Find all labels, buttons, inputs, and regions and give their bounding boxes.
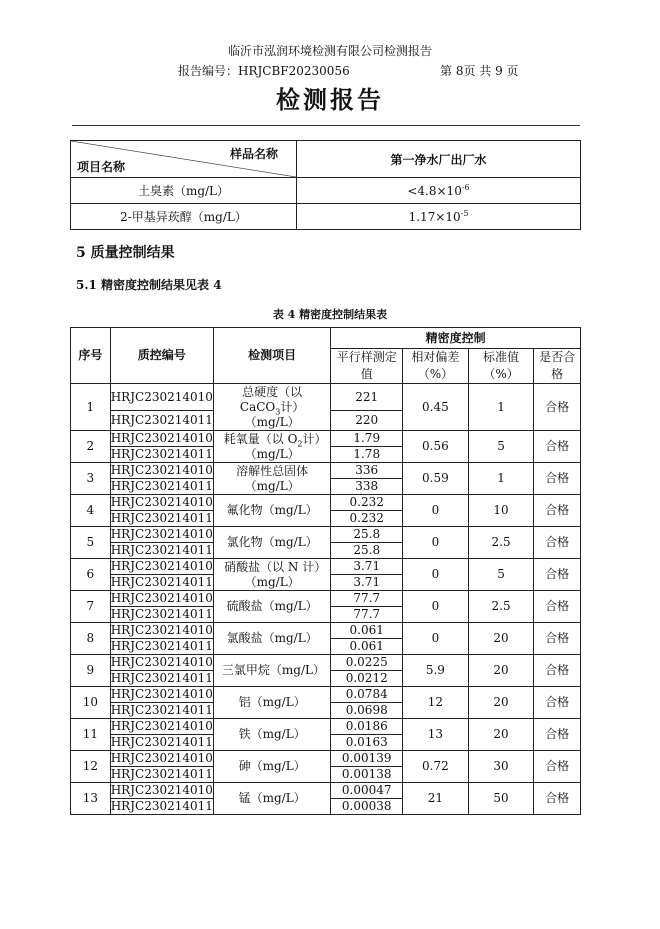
relative-deviation: 0.59: [403, 463, 469, 495]
page-info: 第 8页 共 9 页: [440, 64, 519, 78]
standard-value: 20: [468, 655, 534, 687]
qc-id: HRJC230214011: [110, 411, 213, 431]
row-seq: 12: [71, 751, 111, 783]
row-seq: 13: [71, 783, 111, 815]
parallel-value: 0.00138: [331, 767, 403, 783]
table-row: [71, 431, 581, 447]
qc-id: HRJC230214010: [110, 559, 213, 573]
table-row: [71, 719, 581, 735]
qc-id: HRJC230214010: [110, 384, 213, 411]
title-divider: [72, 125, 580, 126]
standard-value: 5: [468, 559, 534, 591]
header-item: 检测项目: [213, 328, 330, 384]
qc-id: HRJC230214010: [110, 623, 213, 637]
qc-id: HRJC230214011: [110, 543, 213, 557]
table-row: [71, 655, 581, 671]
test-item: 铝（mg/L）: [213, 687, 330, 719]
result-item: 土臭素（mg/L）: [71, 178, 297, 204]
pass-status: 合格: [534, 495, 581, 527]
result-item: 2-甲基异莰醇（mg/L）: [71, 204, 297, 230]
test-item: 砷（mg/L）: [213, 751, 330, 783]
test-item: 溶解性总固体（mg/L）: [213, 463, 330, 495]
qc-id: HRJC230214010: [110, 719, 213, 733]
relative-deviation: 0.45: [403, 384, 469, 431]
pass-status: 合格: [534, 463, 581, 495]
parallel-value: 336: [331, 463, 403, 479]
row-seq: 11: [71, 719, 111, 751]
standard-value: 5: [468, 431, 534, 463]
row-seq: 6: [71, 559, 111, 591]
result-value: $1.17\times 10^{-5}$: [297, 204, 581, 230]
row-seq: 1: [71, 384, 111, 431]
qc-id: HRJC230214010: [110, 463, 213, 477]
table-row: [71, 751, 581, 767]
standard-value: 20: [468, 623, 534, 655]
table-caption: 表 4 精密度控制结果表: [272, 308, 388, 321]
standard-value: 2.5: [468, 591, 534, 623]
subsection-heading: 5.1 精密度控制结果见表 4: [76, 278, 222, 292]
table-row: [71, 463, 581, 479]
test-item: 氟化物（mg/L）: [213, 495, 330, 527]
row-seq: 5: [71, 527, 111, 559]
standard-value: 1: [468, 384, 534, 431]
row-seq: 7: [71, 591, 111, 623]
parallel-value: 0.0698: [331, 703, 403, 719]
table-row: [71, 559, 581, 575]
standard-value: 30: [468, 751, 534, 783]
header-seq: 序号: [71, 328, 111, 384]
pass-status: 合格: [534, 559, 581, 591]
parallel-value: 3.71: [331, 559, 403, 575]
qc-id: HRJC230214010: [110, 751, 213, 765]
relative-deviation: 5.9: [403, 655, 469, 687]
diagonal-header-cell: [71, 141, 297, 178]
pass-status: 合格: [534, 655, 581, 687]
pass-status: 合格: [534, 687, 581, 719]
parallel-value: 3.71: [331, 575, 403, 591]
standard-value: 20: [468, 719, 534, 751]
pass-status: 合格: [534, 431, 581, 463]
parallel-value: 77.7: [331, 607, 403, 623]
report-number: 报告编号：HRJCBF20230056: [178, 64, 350, 78]
test-item: 铁（mg/L）: [213, 719, 330, 751]
qc-id: HRJC230214010: [110, 655, 213, 669]
page-title: 检测报告: [276, 86, 384, 114]
qc-id: HRJC230214011: [110, 799, 213, 813]
header-deviation: 相对偏差（%）: [403, 349, 469, 384]
qc-id: HRJC230214011: [110, 447, 213, 461]
qc-id: HRJC230214010: [110, 527, 213, 541]
parallel-value: 25.8: [331, 543, 403, 559]
parallel-value: 0.0163: [331, 735, 403, 751]
header-standard: 标准值（%）: [468, 349, 534, 384]
section-heading: 5 质量控制结果: [76, 245, 175, 261]
relative-deviation: 0: [403, 495, 469, 527]
pass-status: 合格: [534, 527, 581, 559]
result-value: $<4.8\times 10^{-6}$: [297, 178, 581, 204]
standard-value: 20: [468, 687, 534, 719]
test-item: 硫酸盐（mg/L）: [213, 591, 330, 623]
parallel-value: 0.0225: [331, 655, 403, 671]
row-seq: 8: [71, 623, 111, 655]
test-item: 硝酸盐（以 N 计）（mg/L）: [213, 559, 330, 591]
results-table: [70, 140, 581, 230]
qc-id: HRJC230214011: [110, 767, 213, 781]
row-seq: 3: [71, 463, 111, 495]
table-row: [71, 783, 581, 799]
pass-status: 合格: [534, 384, 581, 431]
parallel-value: 0.0186: [331, 719, 403, 735]
standard-value: 2.5: [468, 527, 534, 559]
table-row: [71, 591, 581, 607]
relative-deviation: 12: [403, 687, 469, 719]
relative-deviation: 0.72: [403, 751, 469, 783]
parallel-value: 0.232: [331, 511, 403, 527]
parallel-value: 77.7: [331, 591, 403, 607]
parallel-value: 220: [331, 411, 403, 431]
parallel-value: 0.00047: [331, 783, 403, 799]
test-item: 总硬度（以 CaCO$_3$计）（mg/L）: [213, 384, 330, 431]
parallel-value: 0.00139: [331, 751, 403, 767]
parallel-value: 0.061: [331, 623, 403, 639]
relative-deviation: 0: [403, 591, 469, 623]
table-row: [71, 495, 581, 511]
parallel-value: 0.00038: [331, 799, 403, 815]
parallel-value: 221: [331, 384, 403, 411]
parallel-value: 25.8: [331, 527, 403, 543]
table-row: [71, 623, 581, 639]
parallel-value: 1.78: [331, 447, 403, 463]
pass-status: 合格: [534, 783, 581, 815]
sample-header: 第一净水厂出厂水: [297, 141, 581, 178]
qc-id: HRJC230214011: [110, 735, 213, 749]
header-parallel: 平行样测定值: [331, 349, 403, 384]
standard-value: 50: [468, 783, 534, 815]
row-seq: 9: [71, 655, 111, 687]
relative-deviation: 0.56: [403, 431, 469, 463]
qc-id: HRJC230214011: [110, 575, 213, 589]
qc-id: HRJC230214011: [110, 671, 213, 685]
header-pass: 是否合格: [534, 349, 581, 384]
precision-table: [70, 327, 581, 815]
pass-status: 合格: [534, 623, 581, 655]
parallel-value: 0.061: [331, 639, 403, 655]
relative-deviation: 0: [403, 559, 469, 591]
parallel-value: 0.232: [331, 495, 403, 511]
qc-id: HRJC230214011: [110, 703, 213, 717]
pass-status: 合格: [534, 591, 581, 623]
item-name-label: 项目名称: [77, 160, 126, 174]
company-header: 临沂市泓润环境检测有限公司检测报告: [227, 44, 432, 58]
row-seq: 4: [71, 495, 111, 527]
test-item: 耗氧量（以 $O_2$计）（mg/L）: [213, 431, 330, 463]
qc-id: HRJC230214010: [110, 687, 213, 701]
relative-deviation: 0: [403, 623, 469, 655]
parallel-value: 0.0212: [331, 671, 403, 687]
parallel-value: 338: [331, 479, 403, 495]
row-seq: 2: [71, 431, 111, 463]
qc-id: HRJC230214010: [110, 431, 213, 445]
relative-deviation: 0: [403, 527, 469, 559]
test-item: 锰（mg/L）: [213, 783, 330, 815]
relative-deviation: 13: [403, 719, 469, 751]
pass-status: 合格: [534, 719, 581, 751]
qc-id: HRJC230214010: [110, 591, 213, 605]
qc-id: HRJC230214010: [110, 495, 213, 509]
qc-id: HRJC230214011: [110, 607, 213, 621]
qc-id: HRJC230214011: [110, 479, 213, 493]
test-item: 氯酸盐（mg/L）: [213, 623, 330, 655]
table-row: [71, 527, 581, 543]
header-precision-group: 精密度控制: [331, 328, 581, 349]
pass-status: 合格: [534, 751, 581, 783]
parallel-value: 0.0784: [331, 687, 403, 703]
header-qc-no: 质控编号: [110, 328, 213, 384]
test-item: 氯化物（mg/L）: [213, 527, 330, 559]
table-row: [71, 384, 581, 411]
qc-id: HRJC230214011: [110, 639, 213, 653]
qc-id: HRJC230214010: [110, 783, 213, 797]
sample-name-label: 样品名称: [229, 147, 278, 161]
table-row: [71, 687, 581, 703]
row-seq: 10: [71, 687, 111, 719]
parallel-value: 1.79: [331, 431, 403, 447]
qc-id: HRJC230214011: [110, 511, 213, 525]
test-item: 三氯甲烷（mg/L）: [213, 655, 330, 687]
relative-deviation: 21: [403, 783, 469, 815]
standard-value: 1: [468, 463, 534, 495]
standard-value: 10: [468, 495, 534, 527]
